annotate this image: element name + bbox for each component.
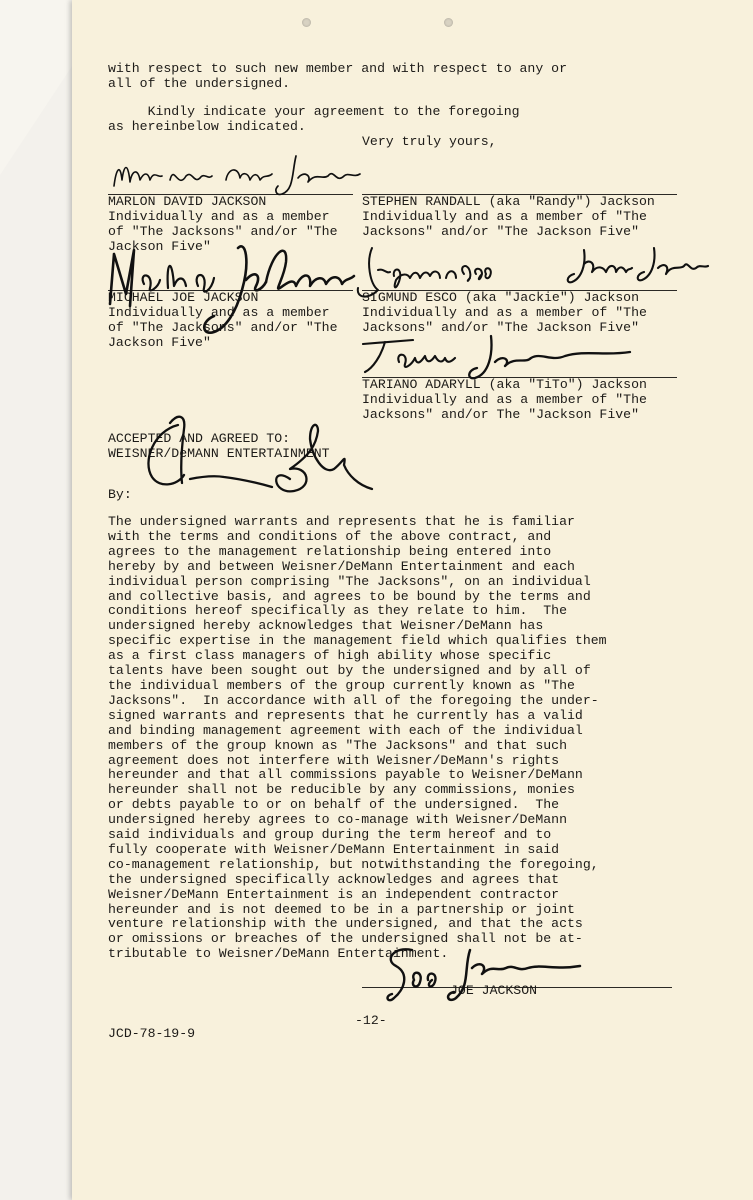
opening-lines: with respect to such new member and with respect to any or all of the undersigned.	[108, 61, 567, 91]
signatory-capacity: Individually and as a member of "The Jacksons" and/or "The Jackson Five"	[362, 305, 647, 335]
punch-hole	[444, 18, 453, 27]
document-code: JCD-78-19-9	[108, 1026, 196, 1041]
signatory-capacity: Individually and as a member of "The Jacksons" and/or The "Jackson Five"	[362, 392, 647, 422]
punch-hole	[302, 18, 311, 27]
by-label: By:	[108, 487, 132, 502]
signatory-capacity: Individually and as a member of "The Jacksons" and/or "The Jackson Five"	[108, 209, 338, 254]
signatory-capacity: Individually and as a member of "The Jacksons" and/or "The Jackson Five"	[362, 209, 647, 239]
agreement-request: Kindly indicate your agreement to the foregoing as hereinbelow indicated.	[108, 104, 520, 134]
jackie-signature	[562, 244, 712, 294]
signatory-capacity: Individually and as a member of "The Jacksons" and/or "The Jackson Five"	[108, 305, 338, 350]
acceptance-heading: ACCEPTED AND AGREED TO: WEISNER/DeMANN ENTERTAINMENT	[108, 431, 330, 461]
page-number: -12-	[355, 1013, 387, 1028]
sigmund-signature	[352, 244, 497, 309]
michael-signature	[96, 232, 358, 342]
closing-line: Very truly yours,	[362, 134, 497, 149]
signatory-name: TARIANO ADARYLL (aka "TiTo") Jackson	[362, 377, 647, 392]
signatory-name: STEPHEN RANDALL (aka "Randy") Jackson	[362, 194, 655, 209]
final-signatory-name: JOE JACKSON	[450, 983, 538, 998]
marlon-signature	[108, 150, 366, 200]
joe-jackson-signature	[370, 940, 585, 1010]
signatory-name: MICHAEL JOE JACKSON	[108, 290, 259, 305]
warranty-paragraph: The undersigned warrants and represents that he is familiar with the terms and conditions of the above contract, and agrees to the management relationship being entered into hereby by and between Weisner/DeMann Entertainment and each individual person comprising "The Jacksons", on an individual and collective basis, and agrees to be bound by the terms and conditions hereof specifically as they relate to him. The undersigned hereby acknowledges that Weisner/DeMann has specific expertise in the management field which qualifies them as a first class managers of high ability whose specific talents have been sought out by the undersigned and by all of the individual members of the group currently known as "The Jacksons". In accordance with all of the foregoing the under- signed warrants and represents that he currently has a valid and binding management agreement with each of the individual members of the group known as "The Jacksons" and that such agreement does not interfere with Weisner/DeMann's rights hereunder and that all commissions payable to Weisner/DeMann hereunder shall not be reducible by any commissions, monies or debts payable to or on behalf of the undersigned. The undersigned hereby agrees to co-manage with Weisner/DeMann said individuals and group during the term hereof and to fully cooperate with Weisner/DeMann Entertainment in said co-management relationship, but notwithstanding the foregoing, the undersigned specifically acknowledges and agrees that Weisner/DeMann Entertainment is an independent contractor hereunder and is not deemed to be in a partnership or joint venture relationship with the undersigned, and that the acts or omissions or breaches of the undersigned shall not be at- tributable to Weisner/DeMann Entertainment.	[108, 514, 607, 962]
signatory-name: SIGMUND ESCO (aka "Jackie") Jackson	[362, 290, 639, 305]
signatory-name: MARLON DAVID JACKSON	[108, 194, 267, 209]
weisner-demann-signature	[140, 405, 380, 505]
tito-signature	[355, 332, 640, 384]
